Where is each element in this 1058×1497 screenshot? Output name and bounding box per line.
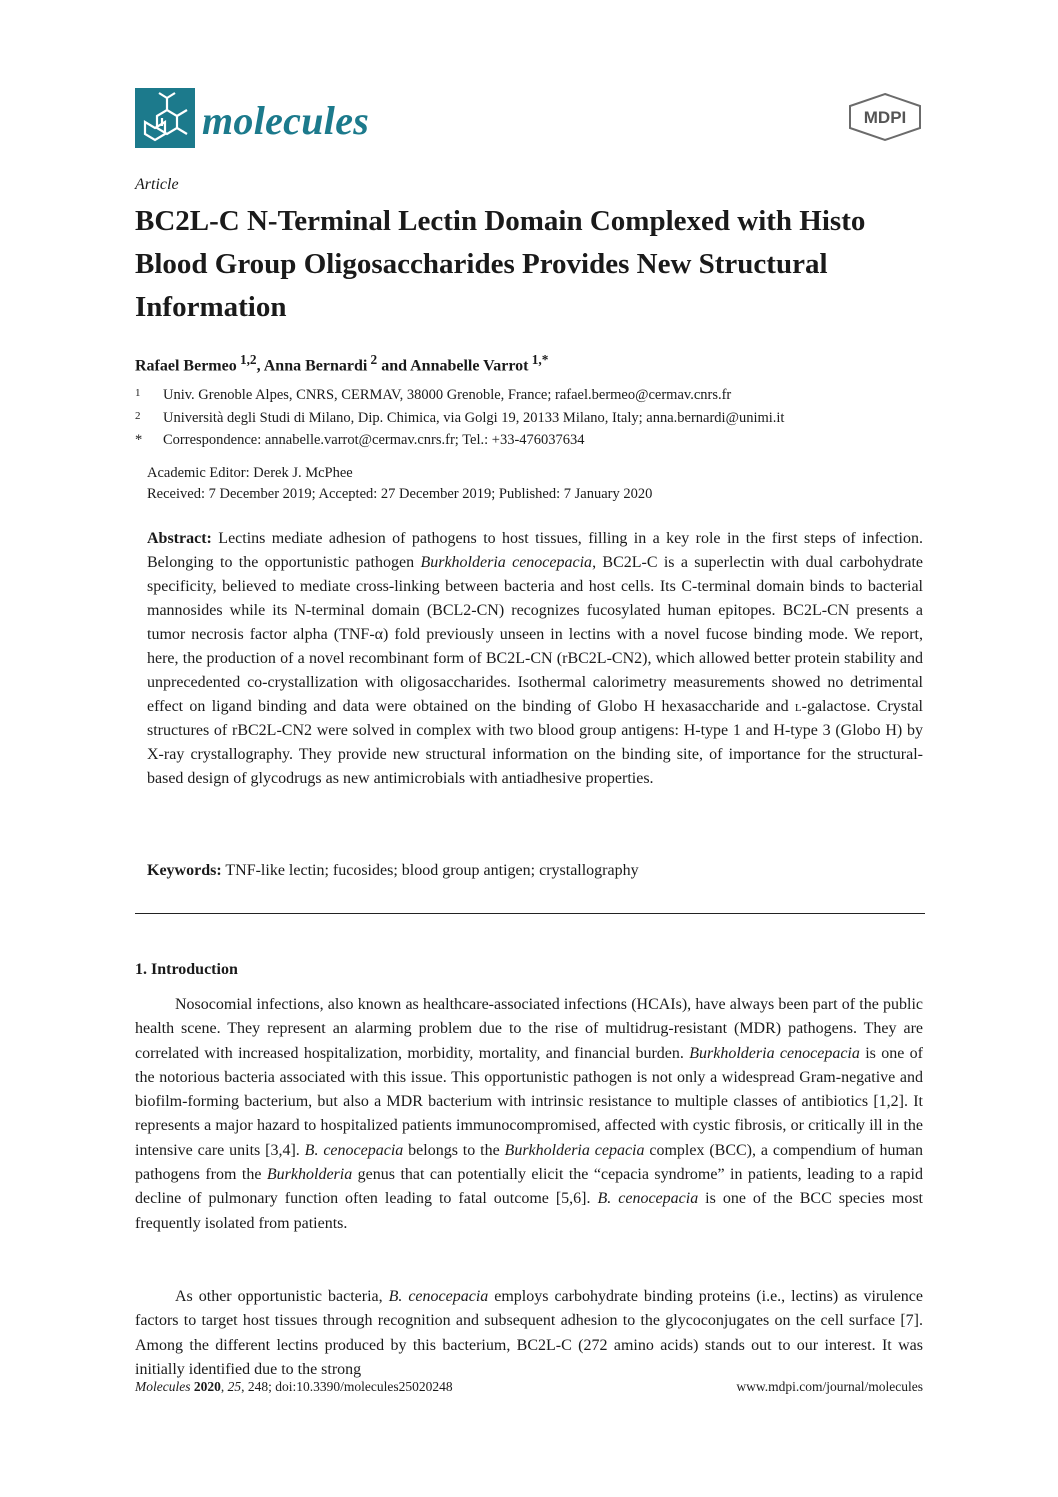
affiliation bbox=[135, 387, 935, 404]
affiliation-number: 2 bbox=[135, 410, 141, 422]
footer-doi: , 248; doi:10.3390/molecules25020248 bbox=[241, 1379, 453, 1394]
footer-year: 2020 bbox=[193, 1379, 221, 1394]
footer-citation: Molecules 2020, 25, 248; doi:10.3390/molecules25020248 bbox=[135, 1379, 453, 1394]
author-name: Anna Bernardi bbox=[263, 357, 368, 375]
footer-url[interactable]: www.mdpi.com/journal/molecules bbox=[736, 1379, 923, 1394]
author-affiliation-mark: 1,* bbox=[531, 352, 549, 367]
stereo-prefix: l bbox=[794, 698, 802, 715]
species-name: B. cenocepacia bbox=[388, 1288, 489, 1305]
species-name: B. cenocepacia bbox=[304, 1141, 404, 1159]
correspondence-mark: * bbox=[135, 432, 143, 448]
molecule-structure-icon bbox=[135, 88, 195, 148]
paragraph-text: is one of the notorious bacteria associated with this issue. This opportunistic pathogen is not only a widespread Gram-negative and biofilm-forming bacterium, but also a MDR bacterium with intrinsic resistance to multiple classes of antibiotics [1,2]. It represents a major hazard to hospitalized patients immunocompromised, affected with cystic fibrosis, or critically ill in the intensive care units [3,4]. bbox=[135, 1044, 923, 1159]
species-name: Burkholderia cenocepacia bbox=[420, 554, 593, 571]
paragraph-text: As other opportunistic bacteria, bbox=[175, 1288, 389, 1305]
abstract-text: -galactose. Crystal structures of rBC2L-CN2 were solved in complex with two blood group antigens: H-type 1 and H-type 3 (Globo H) by X-ray crystallography. They provide new structural information on the binding site, of importance for the structural-based design of glycodrugs as new antimicrobials with antiadhesive properties. bbox=[147, 698, 923, 787]
footer-volume: 25 bbox=[227, 1379, 242, 1394]
author-name: Rafael Bermeo bbox=[135, 357, 237, 375]
paragraph-text: belongs to the bbox=[403, 1141, 505, 1159]
mdpi-logo bbox=[846, 92, 924, 142]
affiliation-number: 1 bbox=[135, 387, 141, 399]
affiliation bbox=[135, 410, 935, 427]
abstract-label: Abstract: bbox=[147, 530, 212, 547]
body-paragraph bbox=[135, 1285, 923, 1382]
abstract-text: , BC2L-C is a superlectin with dual carbohydrate specificity, believed to mediate cross-linking between bacteria and host cells. Its C-terminal domain binds to bacterial mannosides while its N-terminal domain (BCL2-CN) recognizes fucosylated human epitopes. BC2L-CN presents a tumor necrosis factor alpha (TNF-α) fold previously unseen in lectins with a novel fucose binding mode. We report, here, the production of a novel recombinant form of BC2L-CN (rBC2L-CN2), which allowed better protein stability and unprecedented co-crystallization with oligosaccharides. Isothermal calorimetry measurements showed no detrimental effect on ligand binding and data were obtained on the binding of Globo H hexasaccharide and bbox=[147, 554, 924, 715]
paragraph-text: complex (BCC), a compendium of human pathogens from the bbox=[135, 1141, 924, 1184]
species-name: B. cenocepacia bbox=[597, 1190, 699, 1208]
affiliation-text: Università degli Studi di Milano, Dip. Chimica, via Golgi 19, 20133 Milano, Italy; anna.bernardi@unimi.it bbox=[163, 410, 785, 426]
publisher-name: MDPI bbox=[863, 108, 907, 127]
author-list bbox=[135, 352, 548, 375]
keywords-label: Keywords: bbox=[147, 862, 222, 879]
section-heading: 1. Introduction bbox=[135, 961, 238, 978]
correspondence-text: Correspondence: annabelle.varrot@cermav.cnrs.fr; Tel.: +33-476037634 bbox=[163, 432, 585, 448]
author-separator: , bbox=[256, 357, 264, 375]
author-name: Annabelle Varrot bbox=[410, 357, 529, 375]
keywords bbox=[147, 862, 923, 880]
academic-editor: Academic Editor: Derek J. McPhee bbox=[147, 465, 353, 481]
publication-dates: Received: 7 December 2019; Accepted: 27 December 2019; Published: 7 January 2020 bbox=[147, 486, 653, 502]
author-affiliation-mark: 2 bbox=[370, 352, 378, 367]
paragraph-text: genus that can potentially elicit the “cepacia syndrome” in patients, leading to a rapid decline of pulmonary function often leading to fatal outcome [5,6]. bbox=[135, 1166, 924, 1208]
journal-name: molecules bbox=[202, 98, 370, 143]
genus-name: Burkholderia bbox=[266, 1166, 353, 1184]
abstract-text: Lectins mediate adhesion of pathogens to host tissues, filling in a key role in the first steps of infection. Belonging to the opportunistic pathogen bbox=[147, 530, 923, 571]
body-paragraph bbox=[135, 993, 923, 1236]
keywords-text: TNF-like lectin; fucosides; blood group antigen; crystallography bbox=[221, 862, 639, 879]
article-type: Article bbox=[135, 176, 179, 193]
paragraph-text: employs carbohydrate binding proteins (i.e., lectins) as virulence factors to target host tissues through recognition and subsequent adhesion to the glycoconjugates on the cell surface [7]. Among the different lectins produced by this bacterium, BC2L-C (272 amino acids) stands out to our interest. It was initially identified due to the strong bbox=[135, 1288, 924, 1378]
paragraph-text: Nosocomial infections, also known as healthcare-associated infections (HCAIs), have always been part of the public health scene. They represent an alarming problem due to the rise of multidrug-resistant (MDR) pathogens. They are correlated with increased hospitalization, morbidity, mortality, and financial burden. bbox=[135, 996, 923, 1062]
paragraph-text: is one of the BCC species most frequently isolated from patients. bbox=[135, 1190, 924, 1232]
affiliation-text: Univ. Grenoble Alpes, CNRS, CERMAV, 38000 Grenoble, France; rafael.bermeo@cermav.cnrs.fr bbox=[163, 387, 732, 403]
author-affiliation-mark: 1,2 bbox=[239, 352, 257, 367]
abstract bbox=[147, 527, 923, 791]
correspondence bbox=[135, 432, 935, 449]
section-divider bbox=[135, 913, 925, 914]
footer-journal: Molecules bbox=[135, 1379, 191, 1394]
species-name: Burkholderia cenocepacia bbox=[689, 1044, 860, 1062]
species-name: Burkholderia cepacia bbox=[504, 1141, 645, 1159]
article-title: BC2L-C N-Terminal Lectin Domain Complexed with Histo Blood Group Oligosaccharides Provides New Structural Information bbox=[135, 205, 866, 323]
author-separator: and bbox=[377, 357, 411, 375]
